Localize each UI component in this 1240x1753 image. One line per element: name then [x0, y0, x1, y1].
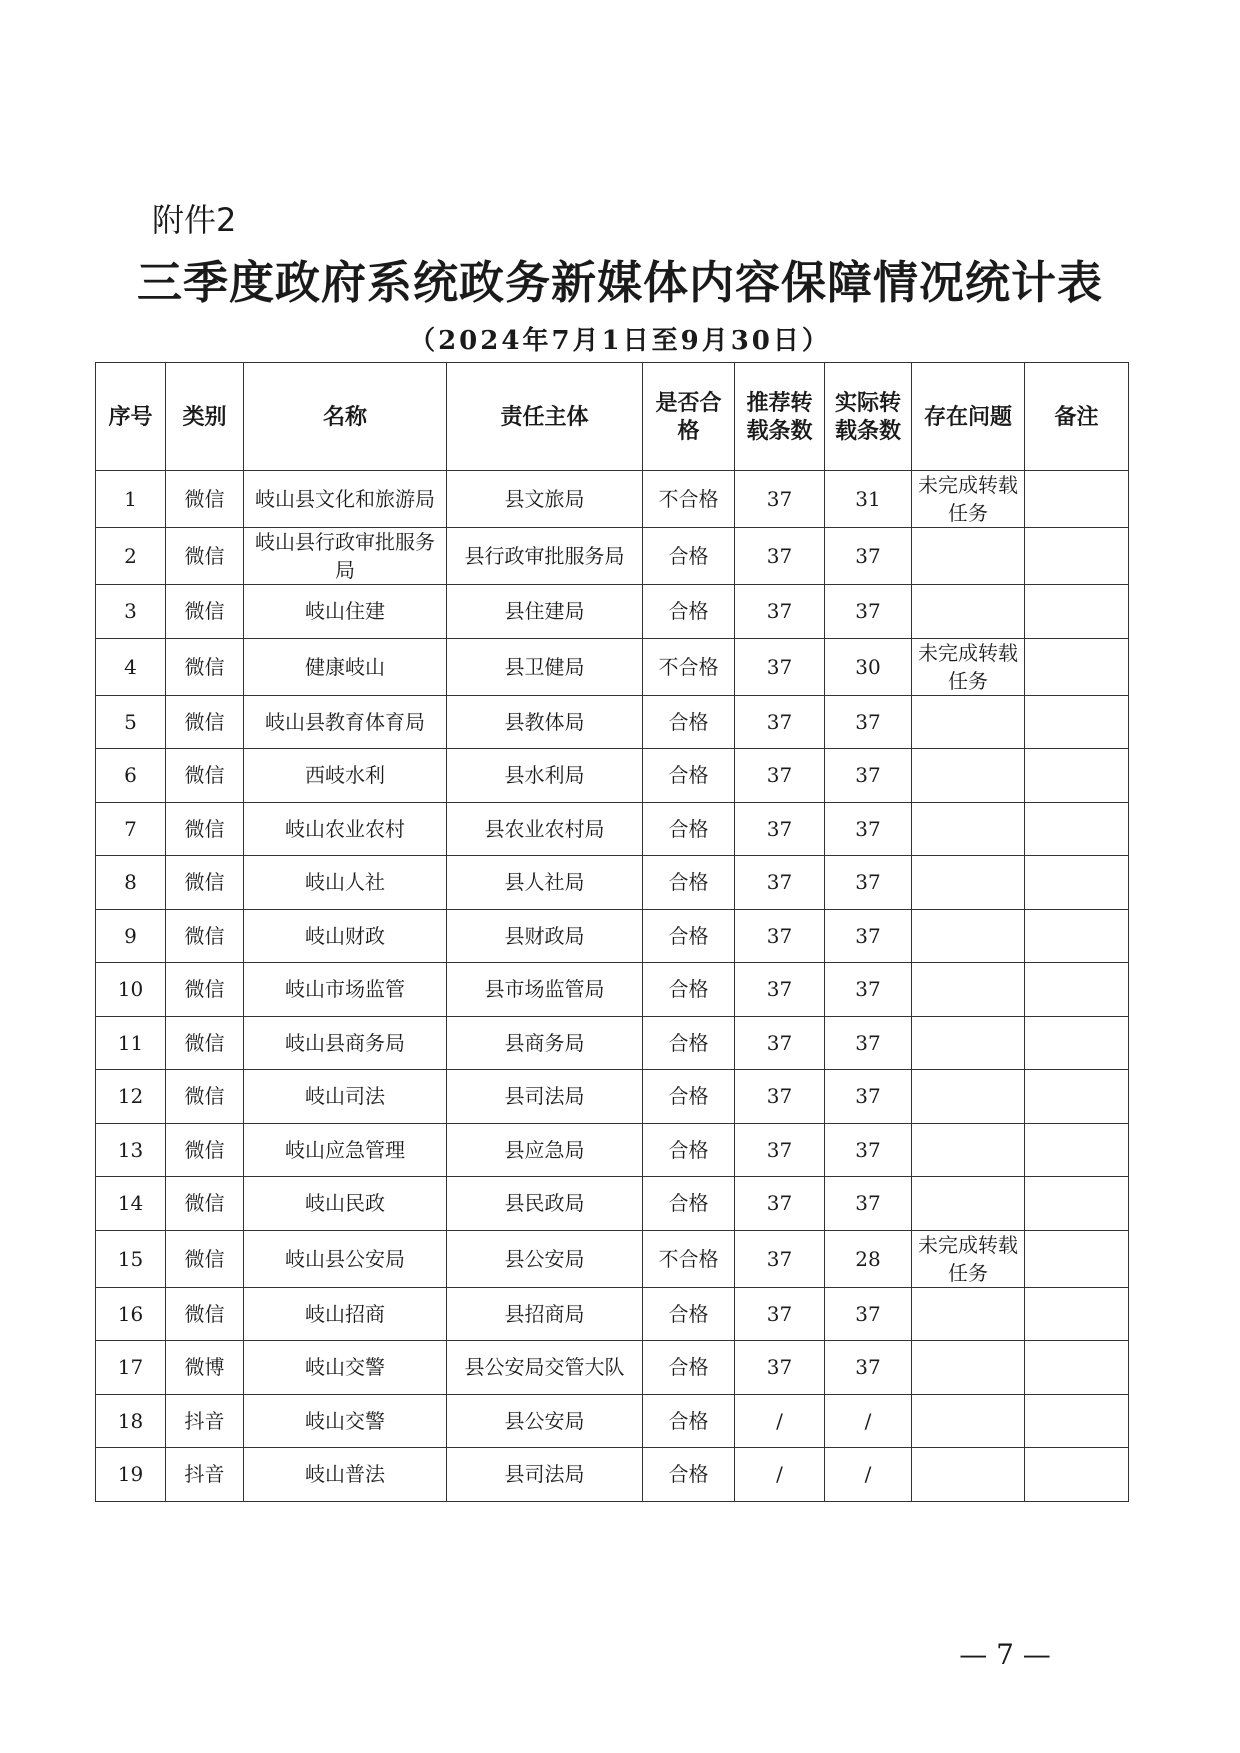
- type-cell: 微信: [166, 963, 244, 1017]
- name-cell: 岐山司法: [244, 1070, 447, 1124]
- table-row: [96, 471, 1129, 528]
- remark-cell: [1025, 1070, 1129, 1124]
- table-row: [96, 856, 1129, 910]
- recommended-cell: 37: [735, 1341, 825, 1395]
- owner-cell: 县文旅局: [447, 471, 643, 528]
- seq-cell: 17: [96, 1341, 166, 1395]
- table-row: [96, 1016, 1129, 1070]
- recommended-cell: 37: [735, 695, 825, 749]
- type-cell: 抖音: [166, 1394, 244, 1448]
- qualified-cell: 合格: [643, 1177, 735, 1231]
- seq-cell: 4: [96, 638, 166, 695]
- issue-cell: [912, 1123, 1025, 1177]
- qualified-cell: 合格: [643, 695, 735, 749]
- seq-cell: 1: [96, 471, 166, 528]
- qualified-cell: 合格: [643, 1448, 735, 1502]
- remark-cell: [1025, 585, 1129, 639]
- issue-cell: [912, 909, 1025, 963]
- table-row: [96, 638, 1129, 695]
- issue-cell: [912, 1287, 1025, 1341]
- issue-cell: [912, 1177, 1025, 1231]
- actual-cell: 37: [825, 585, 912, 639]
- type-cell: 微信: [166, 802, 244, 856]
- table-row: [96, 1070, 1129, 1124]
- name-cell: 岐山县商务局: [244, 1016, 447, 1070]
- name-cell: 岐山人社: [244, 856, 447, 910]
- name-cell: 岐山普法: [244, 1448, 447, 1502]
- table-body: [96, 471, 1129, 1502]
- table-row: [96, 963, 1129, 1017]
- name-cell: 岐山县公安局: [244, 1230, 447, 1287]
- seq-cell: 11: [96, 1016, 166, 1070]
- name-cell: 岐山交警: [244, 1394, 447, 1448]
- recommended-cell: 37: [735, 1070, 825, 1124]
- qualified-cell: 合格: [643, 909, 735, 963]
- header-cell: 序号: [96, 363, 166, 471]
- remark-cell: [1025, 1123, 1129, 1177]
- qualified-cell: 合格: [643, 1123, 735, 1177]
- owner-cell: 县公安局交管大队: [447, 1341, 643, 1395]
- seq-cell: 15: [96, 1230, 166, 1287]
- name-cell: 岐山住建: [244, 585, 447, 639]
- recommended-cell: 37: [735, 749, 825, 803]
- actual-cell: 37: [825, 1341, 912, 1395]
- remark-cell: [1025, 802, 1129, 856]
- actual-cell: 37: [825, 1177, 912, 1231]
- name-cell: 西岐水利: [244, 749, 447, 803]
- owner-cell: 县市场监管局: [447, 963, 643, 1017]
- seq-cell: 13: [96, 1123, 166, 1177]
- remark-cell: [1025, 749, 1129, 803]
- remark-cell: [1025, 695, 1129, 749]
- qualified-cell: 合格: [643, 1394, 735, 1448]
- issue-cell: [912, 749, 1025, 803]
- name-cell: 岐山县教育体育局: [244, 695, 447, 749]
- table-row: [96, 1230, 1129, 1287]
- recommended-cell: 37: [735, 528, 825, 585]
- seq-cell: 14: [96, 1177, 166, 1231]
- qualified-cell: 合格: [643, 1070, 735, 1124]
- owner-cell: 县教体局: [447, 695, 643, 749]
- qualified-cell: 不合格: [643, 638, 735, 695]
- seq-cell: 12: [96, 1070, 166, 1124]
- actual-cell: 37: [825, 695, 912, 749]
- seq-cell: 7: [96, 802, 166, 856]
- owner-cell: 县民政局: [447, 1177, 643, 1231]
- owner-cell: 县应急局: [447, 1123, 643, 1177]
- table-row: [96, 528, 1129, 585]
- header-row: [96, 363, 1129, 471]
- recommended-cell: 37: [735, 909, 825, 963]
- recommended-cell: 37: [735, 1016, 825, 1070]
- seq-cell: 18: [96, 1394, 166, 1448]
- date-range: （2024年7月1日至9月30日）: [409, 326, 831, 356]
- recommended-cell: 37: [735, 585, 825, 639]
- type-cell: 微信: [166, 749, 244, 803]
- remark-cell: [1025, 963, 1129, 1017]
- owner-cell: 县招商局: [447, 1287, 643, 1341]
- name-cell: 岐山交警: [244, 1341, 447, 1395]
- owner-cell: 县司法局: [447, 1448, 643, 1502]
- remark-cell: [1025, 471, 1129, 528]
- recommended-cell: /: [735, 1448, 825, 1502]
- qualified-cell: 合格: [643, 856, 735, 910]
- type-cell: 抖音: [166, 1448, 244, 1502]
- table-row: [96, 1341, 1129, 1395]
- recommended-cell: /: [735, 1394, 825, 1448]
- seq-cell: 3: [96, 585, 166, 639]
- name-cell: 岐山民政: [244, 1177, 447, 1231]
- header-cell: 存在问题: [912, 363, 1025, 471]
- seq-cell: 19: [96, 1448, 166, 1502]
- actual-cell: 37: [825, 1070, 912, 1124]
- issue-cell: [912, 1016, 1025, 1070]
- qualified-cell: 合格: [643, 749, 735, 803]
- issue-cell: 未完成转载任务: [912, 638, 1025, 695]
- issue-cell: [912, 1394, 1025, 1448]
- seq-cell: 10: [96, 963, 166, 1017]
- remark-cell: [1025, 1016, 1129, 1070]
- recommended-cell: 37: [735, 856, 825, 910]
- page-number: — 7 —: [959, 1638, 1051, 1671]
- type-cell: 微信: [166, 585, 244, 639]
- type-cell: 微信: [166, 1230, 244, 1287]
- seq-cell: 5: [96, 695, 166, 749]
- issue-cell: [912, 802, 1025, 856]
- recommended-cell: 37: [735, 963, 825, 1017]
- remark-cell: [1025, 1448, 1129, 1502]
- remark-cell: [1025, 1394, 1129, 1448]
- type-cell: 微博: [166, 1341, 244, 1395]
- actual-cell: 37: [825, 1287, 912, 1341]
- table-row: [96, 695, 1129, 749]
- issue-cell: 未完成转载任务: [912, 471, 1025, 528]
- recommended-cell: 37: [735, 471, 825, 528]
- remark-cell: [1025, 1230, 1129, 1287]
- actual-cell: 37: [825, 1123, 912, 1177]
- actual-cell: 37: [825, 1016, 912, 1070]
- type-cell: 微信: [166, 638, 244, 695]
- type-cell: 微信: [166, 695, 244, 749]
- type-cell: 微信: [166, 1177, 244, 1231]
- document-title: 三季度政府系统政务新媒体内容保障情况统计表: [136, 256, 1103, 309]
- name-cell: 岐山县行政审批服务局: [244, 528, 447, 585]
- remark-cell: [1025, 1177, 1129, 1231]
- seq-cell: 16: [96, 1287, 166, 1341]
- remark-cell: [1025, 856, 1129, 910]
- owner-cell: 县商务局: [447, 1016, 643, 1070]
- name-cell: 岐山财政: [244, 909, 447, 963]
- table-row: [96, 1123, 1129, 1177]
- header-cell: 是否合格: [643, 363, 735, 471]
- issue-cell: [912, 695, 1025, 749]
- table-row: [96, 585, 1129, 639]
- recommended-cell: 37: [735, 1123, 825, 1177]
- remark-cell: [1025, 528, 1129, 585]
- header-cell: 备注: [1025, 363, 1129, 471]
- seq-cell: 6: [96, 749, 166, 803]
- name-cell: 岐山市场监管: [244, 963, 447, 1017]
- header-cell: 实际转载条数: [825, 363, 912, 471]
- recommended-cell: 37: [735, 802, 825, 856]
- recommended-cell: 37: [735, 1287, 825, 1341]
- qualified-cell: 合格: [643, 802, 735, 856]
- owner-cell: 县住建局: [447, 585, 643, 639]
- qualified-cell: 合格: [643, 963, 735, 1017]
- qualified-cell: 合格: [643, 1016, 735, 1070]
- actual-cell: 37: [825, 528, 912, 585]
- actual-cell: 37: [825, 856, 912, 910]
- recommended-cell: 37: [735, 638, 825, 695]
- header-cell: 责任主体: [447, 363, 643, 471]
- actual-cell: 28: [825, 1230, 912, 1287]
- remark-cell: [1025, 638, 1129, 695]
- owner-cell: 县司法局: [447, 1070, 643, 1124]
- table-row: [96, 1287, 1129, 1341]
- type-cell: 微信: [166, 1287, 244, 1341]
- name-cell: 岐山招商: [244, 1287, 447, 1341]
- seq-cell: 2: [96, 528, 166, 585]
- table-row: [96, 909, 1129, 963]
- type-cell: 微信: [166, 528, 244, 585]
- issue-cell: [912, 963, 1025, 1017]
- qualified-cell: 不合格: [643, 1230, 735, 1287]
- recommended-cell: 37: [735, 1177, 825, 1231]
- actual-cell: 37: [825, 802, 912, 856]
- table-row: [96, 749, 1129, 803]
- qualified-cell: 合格: [643, 585, 735, 639]
- owner-cell: 县公安局: [447, 1394, 643, 1448]
- issue-cell: [912, 856, 1025, 910]
- type-cell: 微信: [166, 1123, 244, 1177]
- header-cell: 类别: [166, 363, 244, 471]
- actual-cell: 31: [825, 471, 912, 528]
- table-row: [96, 1394, 1129, 1448]
- actual-cell: /: [825, 1394, 912, 1448]
- remark-cell: [1025, 1341, 1129, 1395]
- seq-cell: 9: [96, 909, 166, 963]
- name-cell: 岐山应急管理: [244, 1123, 447, 1177]
- recommended-cell: 37: [735, 1230, 825, 1287]
- attachment-label: 附件2: [152, 201, 237, 239]
- owner-cell: 县水利局: [447, 749, 643, 803]
- type-cell: 微信: [166, 909, 244, 963]
- actual-cell: 37: [825, 963, 912, 1017]
- owner-cell: 县农业农村局: [447, 802, 643, 856]
- table-row: [96, 1448, 1129, 1502]
- table-row: [96, 802, 1129, 856]
- issue-cell: [912, 1070, 1025, 1124]
- issue-cell: [912, 585, 1025, 639]
- type-cell: 微信: [166, 1070, 244, 1124]
- header-cell: 推荐转载条数: [735, 363, 825, 471]
- issue-cell: 未完成转载任务: [912, 1230, 1025, 1287]
- statistics-table: [95, 362, 1129, 1502]
- actual-cell: 30: [825, 638, 912, 695]
- type-cell: 微信: [166, 856, 244, 910]
- qualified-cell: 合格: [643, 528, 735, 585]
- owner-cell: 县公安局: [447, 1230, 643, 1287]
- actual-cell: 37: [825, 749, 912, 803]
- actual-cell: /: [825, 1448, 912, 1502]
- name-cell: 岐山县文化和旅游局: [244, 471, 447, 528]
- type-cell: 微信: [166, 1016, 244, 1070]
- table-row: [96, 1177, 1129, 1231]
- owner-cell: 县人社局: [447, 856, 643, 910]
- qualified-cell: 不合格: [643, 471, 735, 528]
- type-cell: 微信: [166, 471, 244, 528]
- remark-cell: [1025, 909, 1129, 963]
- owner-cell: 县行政审批服务局: [447, 528, 643, 585]
- name-cell: 岐山农业农村: [244, 802, 447, 856]
- qualified-cell: 合格: [643, 1287, 735, 1341]
- issue-cell: [912, 528, 1025, 585]
- owner-cell: 县财政局: [447, 909, 643, 963]
- actual-cell: 37: [825, 909, 912, 963]
- issue-cell: [912, 1341, 1025, 1395]
- name-cell: 健康岐山: [244, 638, 447, 695]
- qualified-cell: 合格: [643, 1341, 735, 1395]
- remark-cell: [1025, 1287, 1129, 1341]
- header-cell: 名称: [244, 363, 447, 471]
- owner-cell: 县卫健局: [447, 638, 643, 695]
- seq-cell: 8: [96, 856, 166, 910]
- issue-cell: [912, 1448, 1025, 1502]
